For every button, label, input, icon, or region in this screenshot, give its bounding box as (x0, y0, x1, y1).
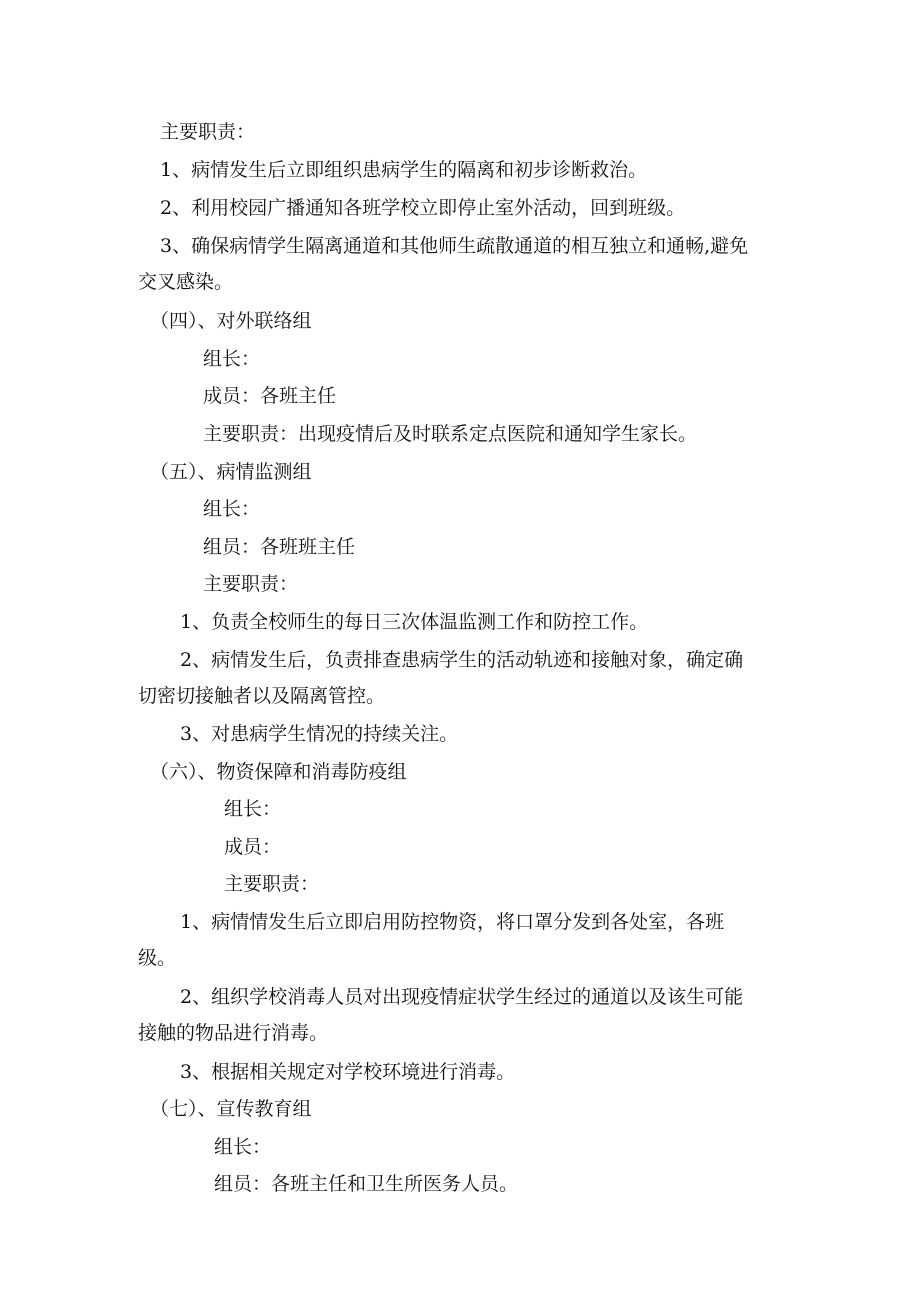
section-heading-5: （五）、病情监测组 (150, 461, 312, 483)
section-heading-4: （四）、对外联络组 (150, 310, 312, 332)
line-responsibilities-heading: 主要职责： (203, 573, 299, 595)
line-item-1: 1、负责全校师生的每日三次体温监测工作和防控工作。 (180, 611, 649, 633)
line-item-1-cont: 级。 (138, 947, 177, 969)
line-item-3-cont: 交叉感染。 (138, 271, 234, 293)
line-item-3: 3、确保病情学生隔离通道和其他师生疏散通道的相互独立和通畅,避免 (160, 235, 749, 257)
line-members: 组员：各班班主任 (203, 536, 356, 558)
line-item-3: 3、根据相关规定对学校环境进行消毒。 (180, 1061, 516, 1083)
line-members: 成员：各班主任 (203, 385, 337, 407)
line-item-2: 2、利用校园广播通知各班学校立即停止室外活动，回到班级。 (160, 197, 686, 219)
line-leader: 组长： (203, 498, 261, 520)
line-item-2-cont: 切密切接触者以及隔离管控。 (138, 685, 386, 707)
line-members: 成员： (224, 836, 282, 858)
line-item-1: 1、病情发生后立即组织患病学生的隔离和初步诊断救治。 (160, 159, 648, 181)
line-members: 组员：各班主任和卫生所医务人员。 (214, 1173, 519, 1195)
line-item-2-cont: 接触的物品进行消毒。 (138, 1022, 329, 1044)
line-leader: 组长： (203, 348, 261, 370)
line-item-2: 2、病情发生后，负责排查患病学生的活动轨迹和接触对象，确定确 (180, 649, 744, 671)
section-heading-6: （六）、物资保障和消毒防疫组 (150, 761, 407, 783)
section-heading-7: （七）、宣传教育组 (150, 1098, 312, 1120)
line-item-1: 1、病情情发生后立即启用防控物资，将口罩分发到各处室，各班 (180, 911, 725, 933)
line-leader: 组长： (214, 1136, 272, 1158)
line-leader: 组长： (224, 798, 282, 820)
line-item-2: 2、组织学校消毒人员对出现疫情症状学生经过的通道以及该生可能 (180, 986, 744, 1008)
line-responsibilities-heading: 主要职责： (160, 121, 256, 143)
line-item-3: 3、对患病学生情况的持续关注。 (180, 723, 459, 745)
line-responsibilities: 主要职责：出现疫情后及时联系定点医院和通知学生家长。 (203, 423, 698, 445)
line-responsibilities-heading: 主要职责： (224, 873, 320, 895)
